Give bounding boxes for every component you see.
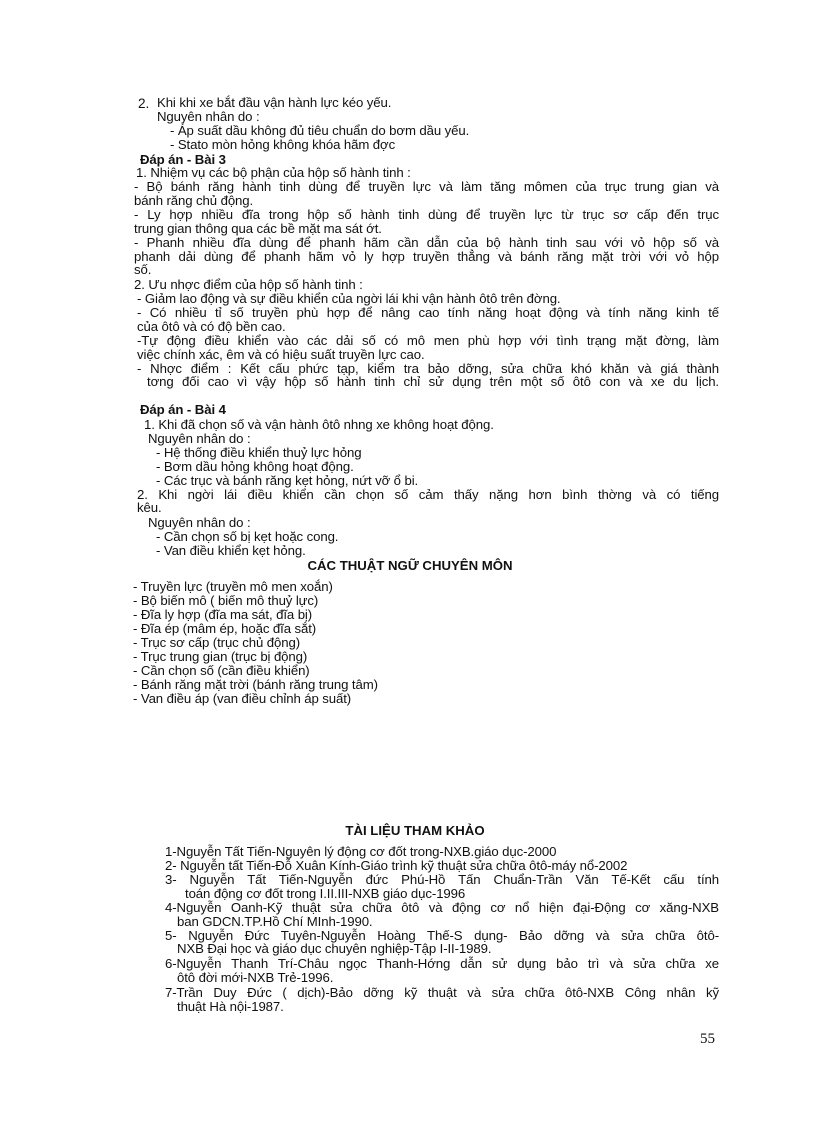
reference-item: 2- Nguyễn tất Tiến-Đỗ Xuân Kính-Giáo trình kỹ thuật sửa chữa ôtô-máy nổ-2002 [165,858,628,873]
reference-item: 6-Nguyễn Thanh Trí-Châu ngọc Thanh-Hớng dẫn sử dụng bảo trì và sửa chữa xe [165,956,719,971]
paragraph-line: bánh răng chủ động. [134,193,254,208]
references-heading: TÀI LIỆU THAM KHẢO [345,823,485,838]
paragraph-line: trung gian thông qua các bề mặt ma sát ớt. [134,221,382,236]
paragraph-line: - Bộ bánh răng hành tinh dùng để truyền lực và làm tăng mômen của trục trung gian và [134,179,719,194]
reference-item: 7-Trần Duy Đức ( dịch)-Bảo dỡng kỹ thuật và sửa chữa ôtô-NXB Công nhân kỹ [165,985,719,1000]
paragraph-line: 2. Ưu nhợc điểm của hộp số hành tinh : [134,277,363,292]
reference-item-cont: NXB Đại học và giáo dục chuyên nghiệp-Tập I-II-1989. [177,941,492,956]
paragraph-line: 1. Khi đã chọn số và vận hành ôtô nhng xe không hoạt động. [144,417,494,432]
cause-item: - Hệ thống điều khiển thuỷ lực hỏng [156,445,362,460]
reference-item-cont: thuật Hà nội-1987. [177,999,284,1014]
reference-item: 5- Nguyễn Đức Tuyên-Nguyễn Hoàng Thế-S dụng- Bảo dỡng và sửa chữa ôtô- [165,928,719,943]
paragraph-line: -Tự động điều khiển vào các dải số có mô men phù hợp với tình trạng mặt đờng, làm [137,333,719,348]
term-item: - Trục sơ cấp (trục chủ động) [133,635,300,650]
paragraph-line: - Ly hợp nhiều đĩa trong hộp số hành tinh dùng để truyền lực từ trục sơ cấp đến trục [134,207,719,222]
cause-label: Nguyên nhân do : [157,109,260,124]
paragraph-line: - Phanh nhiều đĩa dùng để phanh hãm cần dẫn của bộ hành tinh sau với vỏ hộp số và [134,235,719,250]
paragraph-line: - Có nhiều tỉ số truyền phù hợp để nâng cao tính năng hoạt động và tính năng kinh tế [137,305,719,320]
term-item: - Đĩa ép (mâm ép, hoặc đĩa sắt) [133,621,317,636]
page-number: 55 [700,1031,715,1047]
term-item: - Bánh răng mặt trời (bánh răng trung tâm) [133,677,378,692]
cause-item: - Cần chọn số bị kẹt hoặc cong. [156,529,339,544]
cause-item: - Các trục và bánh răng kẹt hỏng, nứt vỡ ổ bi. [156,473,419,488]
cause-item: - Bơm dầu hỏng không hoạt động. [156,459,354,474]
cause-item: - Stato mòn hỏng không khóa hãm đợc [170,137,396,152]
term-item: - Van điều áp (van điều chỉnh áp suất) [133,691,352,706]
cause-item: - Áp suất dầu không đủ tiêu chuẩn do bơm dầu yếu. [170,123,470,138]
paragraph-line: việc chính xác, êm và có hiệu suất truyền lực cao. [137,347,425,362]
paragraph-line: của ôtô và có độ bền cao. [137,319,286,334]
term-item: - Trục trung gian (trục bị động) [133,649,308,664]
paragraph-line: 2. Khi ngời lái điều khiển cần chọn số cảm thấy nặng hơn bình thờng và có tiếng [137,487,719,502]
term-item: - Bộ biến mô ( biến mô thuỷ lực) [133,593,319,608]
paragraph-line: - Nhợc điểm : Kết cấu phức tạp, kiểm tra bảo dỡng, sửa chữa khó khăn và giá thành [137,361,719,376]
reference-item: 3- Nguyễn Tất Tiến-Nguyễn đức Phú-Hồ Tấn Chuẩn-Trần Văn Tế-Kết cấu tính [165,872,719,887]
paragraph-line: tơng đối cao vì vậy hộp số hành tinh chỉ sử dụng trên một số ôtô con và xe du lịch. [147,374,719,389]
paragraph-line: - Giảm lao động và sự điều khiển của ngời lái khi vận hành ôtô trên đờng. [137,291,561,306]
term-item: - Đĩa ly hợp (đĩa ma sát, đĩa bị) [133,607,313,622]
paragraph-line: kêu. [137,500,162,515]
term-item: - Cần chọn số (cần điều khiển) [133,663,310,678]
list-number-2: 2. [138,96,150,111]
paragraph-line: số. [134,262,152,277]
answer-3-heading: Đáp án - Bài 3 [140,152,226,167]
reference-item: 1-Nguyễn Tất Tiến-Nguyên lý động cơ đốt trong-NXB.giáo dục-2000 [165,844,557,859]
paragraph-line: 1. Nhiệm vụ các bộ phận của hộp số hành tinh : [136,165,411,180]
term-item: - Truyền lực (truyền mô men xoắn) [133,579,333,594]
reference-item-cont: ban GDCN.TP.Hồ Chí MInh-1990. [177,914,373,929]
fault-title-2: Khi khi xe bắt đầu vận hành lực kéo yếu. [157,95,392,110]
cause-label: Nguyên nhân do : [148,431,251,446]
paragraph-line: phanh dải dùng để phanh hãm vỏ ly hợp truyền thẳng và bánh răng mặt trời với vỏ hộp [134,249,719,264]
reference-item-cont: ôtô đời mới-NXB Trẻ-1996. [177,970,334,985]
reference-item: 4-Nguyễn Oanh-Kỹ thuật sửa chữa ôtô và động cơ nổ hiện đại-Động cơ xăng-NXB [165,900,719,915]
terms-heading: CÁC THUẬT NGỮ CHUYÊN MÔN [307,558,513,573]
reference-item-cont: toán động cơ đốt trong I.II.III-NXB giáo dục-1996 [185,886,466,901]
cause-item: - Van điều khiển kẹt hỏng. [156,543,306,558]
cause-label: Nguyên nhân do : [148,515,251,530]
answer-4-heading: Đáp án - Bài 4 [140,402,226,417]
